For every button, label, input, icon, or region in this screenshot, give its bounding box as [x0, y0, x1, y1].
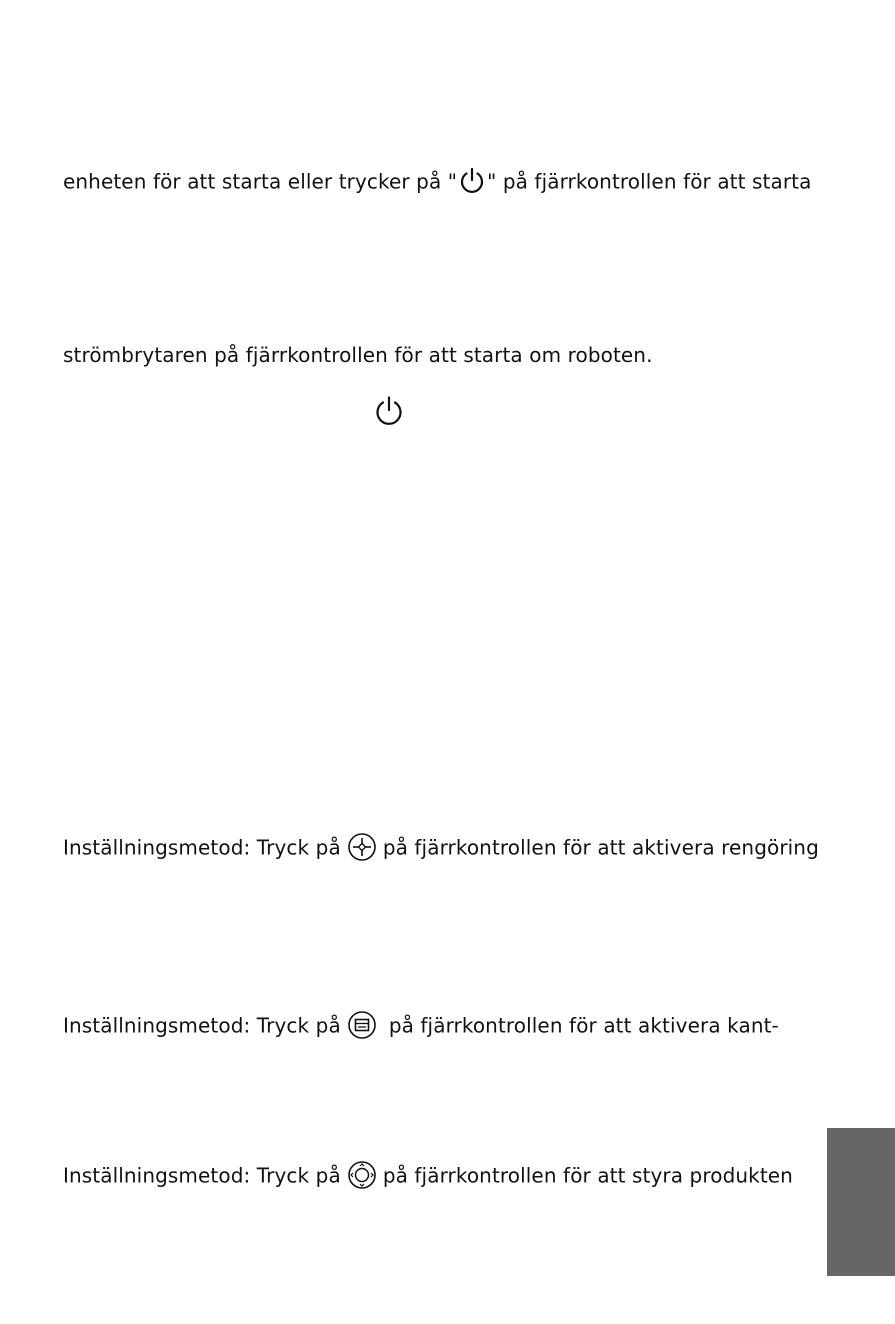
paragraph-line-direction-control	[63, 1162, 793, 1192]
paragraph-line-start-device	[63, 168, 811, 198]
section-side-tab	[827, 1128, 895, 1276]
text-segment: på fjärrkontrollen för att aktivera rengöring	[382, 835, 819, 860]
paragraph-line-edge-clean	[63, 1012, 779, 1042]
edge-clean-icon	[347, 1010, 377, 1040]
text-segment: Inställningsmetod: Tryck på	[63, 835, 341, 860]
direction-pad-icon	[347, 1160, 377, 1190]
text-segment: enheten för att starta eller trycker på "	[63, 169, 458, 194]
paragraph-line-restart-robot	[63, 343, 653, 367]
paragraph-line-spot-clean	[63, 834, 819, 864]
text-segment: Inställningsmetod: Tryck på	[63, 1013, 341, 1038]
power-icon	[372, 394, 406, 432]
text-segment: på fjärrkontrollen för att aktivera kant-	[388, 1013, 779, 1038]
spot-clean-icon	[347, 832, 377, 862]
text-segment: Inställningsmetod: Tryck på	[63, 1163, 341, 1188]
power-icon	[457, 166, 487, 196]
text-segment: strömbrytaren på fjärrkontrollen för att starta om roboten.	[63, 343, 653, 367]
text-segment: på fjärrkontrollen för att styra produkten	[382, 1163, 793, 1188]
text-segment: " på fjärrkontrollen för att starta	[487, 169, 812, 194]
